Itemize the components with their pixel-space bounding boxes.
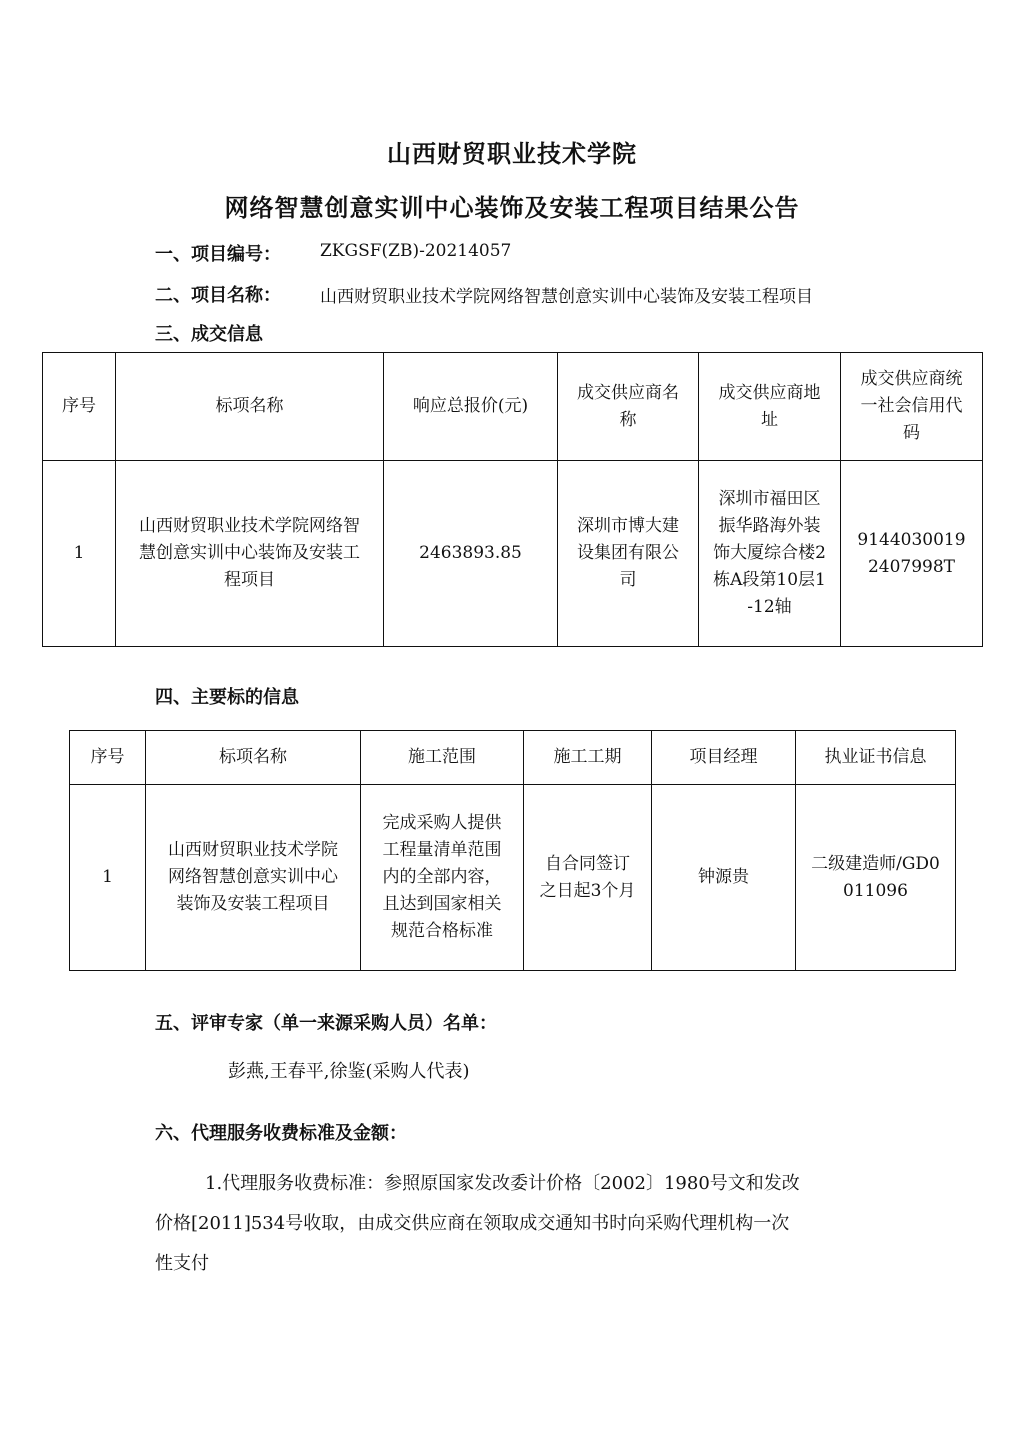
header-cell: 成交供应商名称 [558,353,699,461]
fees-label: 六、代理服务收费标准及金额： [155,1123,407,1144]
deal-info-label: 三、成交信息 [155,324,263,345]
header-cell: 响应总报价(元) [384,353,558,461]
main-info-table [69,730,956,971]
table-cell: 深圳市博大建设集团有限公司 [558,461,699,647]
header-cell: 序号 [43,353,116,461]
table-header-row [43,353,983,461]
experts-label: 五、评审专家（单一来源采购人员）名单： [155,1013,497,1034]
table-cell: 钟源贵 [652,785,796,971]
experts-names: 彭燕,王春平,徐鉴(采购人代表) [228,1061,470,1082]
table-cell: 1 [70,785,146,971]
fees-line: 价格[2011]534号收取，由成交供应商在领取成交通知书时向采购代理机构一次 [155,1213,790,1234]
header-cell: 执业证书信息 [796,731,956,785]
table-cell: 二级建造师/GD0011096 [796,785,956,971]
school-title: 山西财贸职业技术学院 [387,139,637,168]
table-cell: 山西财贸职业技术学院网络智慧创意实训中心装饰及安装工程项目 [116,461,384,647]
notice-title: 网络智慧创意实训中心装饰及安装工程项目结果公告 [224,193,800,222]
table-cell: 深圳市福田区振华路海外装饰大厦综合楼2栋A段第10层1-12轴 [699,461,841,647]
table-row [43,461,983,647]
header-cell: 施工范围 [361,731,524,785]
header-cell: 成交供应商地址 [699,353,841,461]
header-cell: 成交供应商统一社会信用代码 [841,353,983,461]
fees-paragraph [155,1164,915,1284]
table-cell: 1 [43,461,116,647]
project-name-label: 二、项目名称： [155,285,281,306]
deal-info-table [42,352,983,647]
table-cell: 山西财贸职业技术学院网络智慧创意实训中心装饰及安装工程项目 [146,785,361,971]
table-cell: 完成采购人提供工程量清单范围内的全部内容，且达到国家相关规范合格标准 [361,785,524,971]
header-cell: 施工工期 [524,731,652,785]
table-cell: 91440300192407998T [841,461,983,647]
project-number-label: 一、项目编号： [155,244,281,265]
main-info-label: 四、主要标的信息 [155,687,299,708]
header-cell: 标项名称 [116,353,384,461]
header-cell: 项目经理 [652,731,796,785]
project-number-value: ZKGSF(ZB)-20214057 [320,241,512,261]
table-row [70,785,956,971]
project-name-value: 山西财贸职业技术学院网络智慧创意实训中心装饰及安装工程项目 [320,287,813,307]
fees-line: 性支付 [155,1253,209,1274]
header-cell: 序号 [70,731,146,785]
fees-line: 1.代理服务收费标准：参照原国家发改委计价格〔2002〕1980号文和发改 [205,1173,800,1194]
header-cell: 标项名称 [146,731,361,785]
table-cell: 自合同签订之日起3个月 [524,785,652,971]
table-header-row [70,731,956,785]
table-cell: 2463893.85 [384,461,558,647]
